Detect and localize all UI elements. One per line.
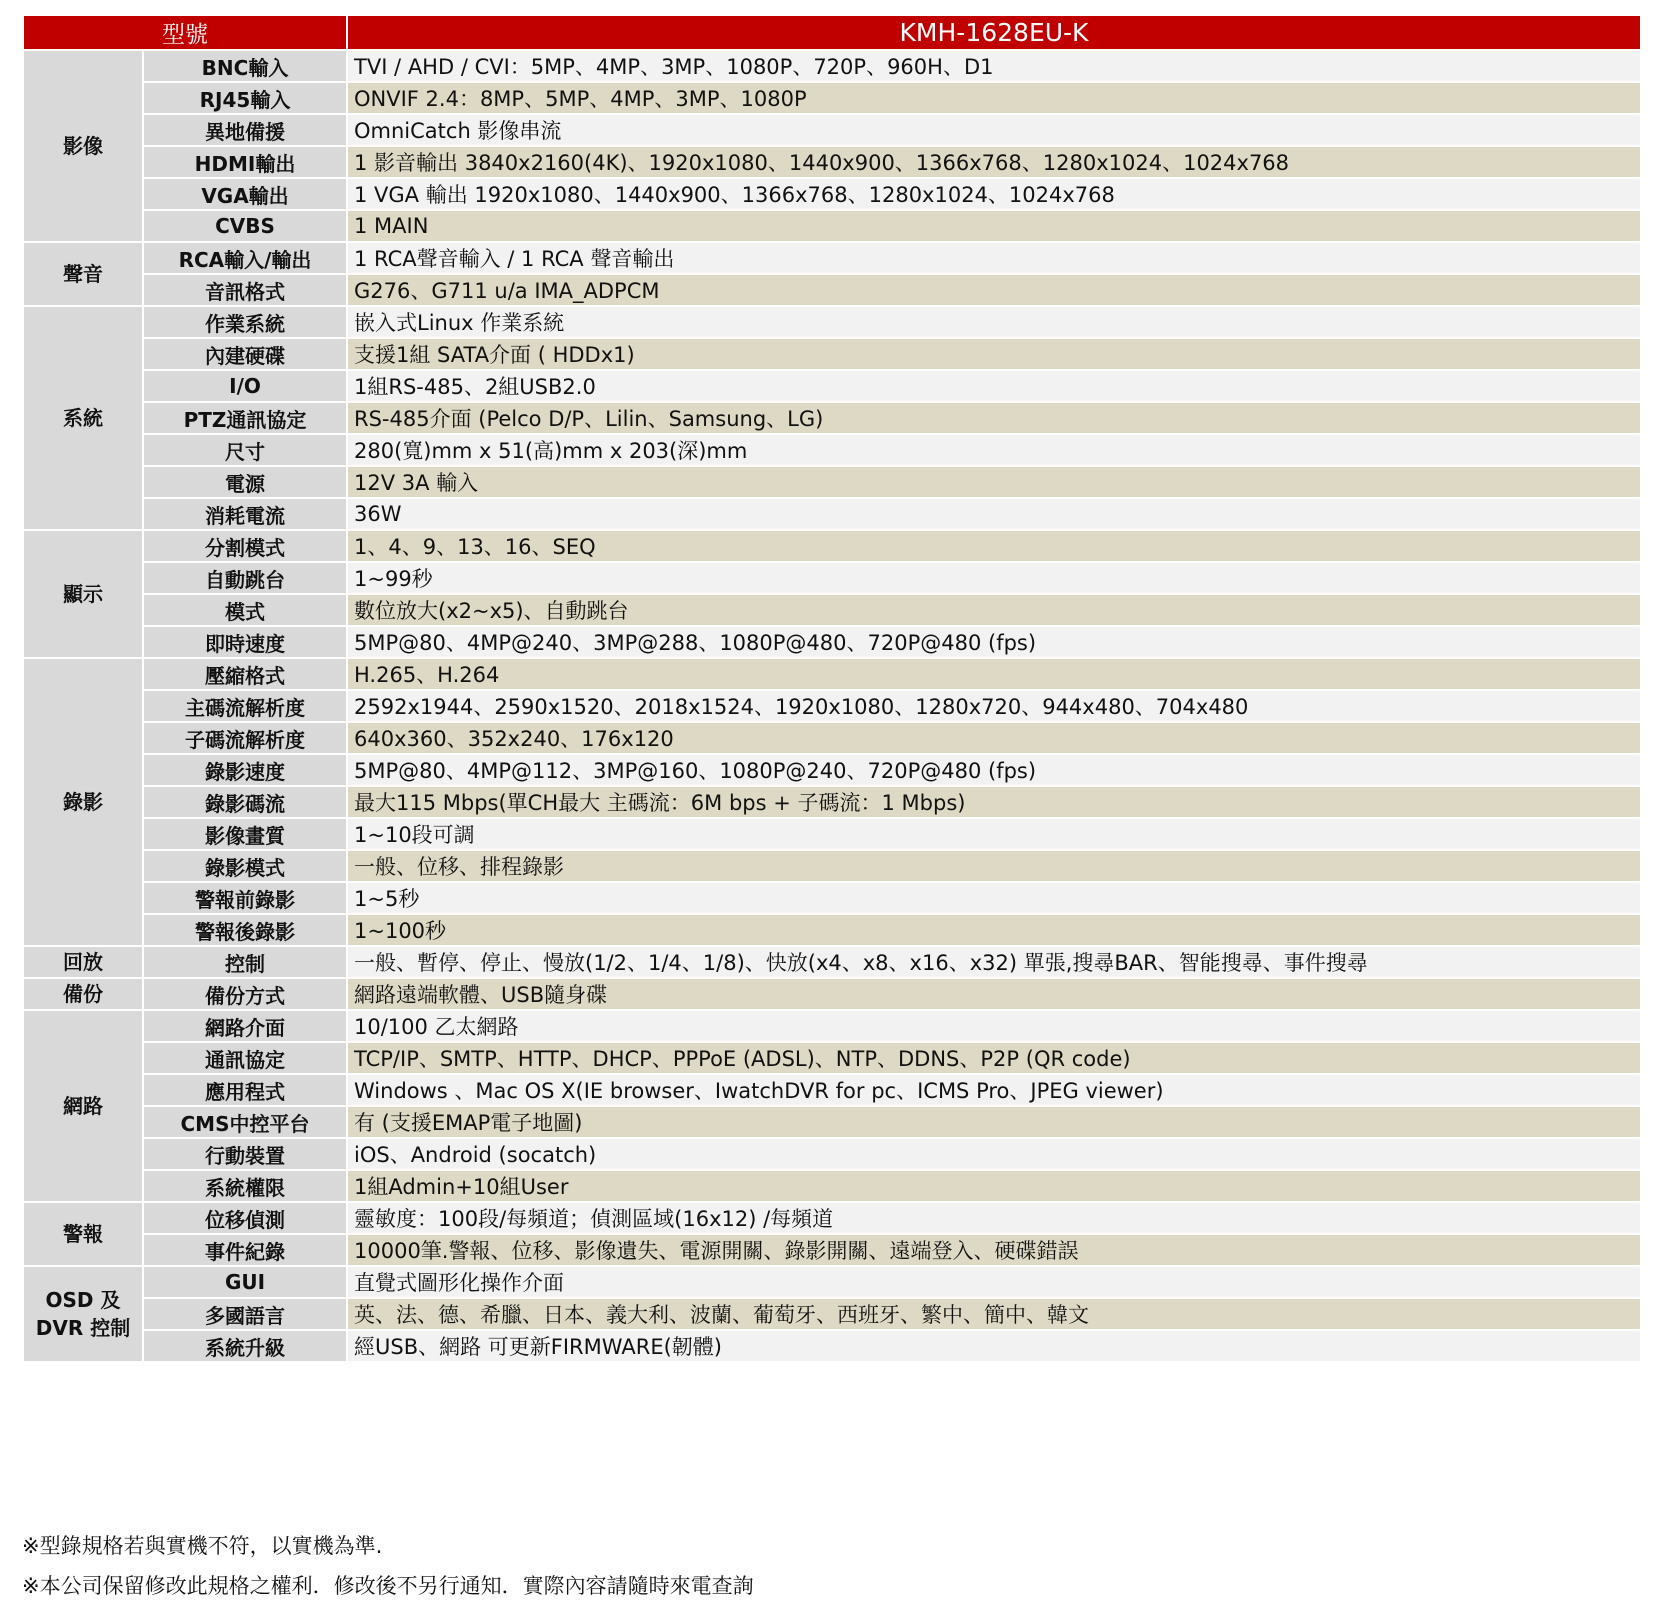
spec-label: 分割模式 — [143, 530, 347, 562]
spec-value: 1 影音輸出 3840x2160(4K)、1920x1080、1440x900、1366x768、1280x1024、1024x768 — [347, 146, 1641, 178]
spec-value: 經USB、網路 可更新FIRMWARE(韌體) — [347, 1330, 1641, 1362]
spec-label: 影像畫質 — [143, 818, 347, 850]
spec-row — [23, 690, 1641, 722]
category-cell: 警報 — [23, 1202, 143, 1266]
spec-value: 1 VGA 輸出 1920x1080、1440x900、1366x768、1280x1024、1024x768 — [347, 178, 1641, 210]
spec-row — [23, 306, 1641, 338]
spec-label: 系統權限 — [143, 1170, 347, 1202]
spec-label: RCA輸入/輸出 — [143, 242, 347, 274]
spec-label: I/O — [143, 370, 347, 402]
spec-value: 10/100 乙太網路 — [347, 1010, 1641, 1042]
spec-row — [23, 1298, 1641, 1330]
spec-value: 5MP@80、4MP@240、3MP@288、1080P@480、720P@480 (fps) — [347, 626, 1641, 658]
spec-value: 網路遠端軟體、USB隨身碟 — [347, 978, 1641, 1010]
category-cell: 影像 — [23, 50, 143, 242]
spec-label: 模式 — [143, 594, 347, 626]
spec-row — [23, 434, 1641, 466]
footnote: ※型錄規格若與實機不符，以實機為準. — [22, 1534, 383, 1558]
spec-value: 一般、暫停、停止、慢放(1/2、1/4、1/8)、快放(x4、x8、x16、x32) 單張,搜尋BAR、智能搜尋、事件搜尋 — [347, 946, 1641, 978]
spec-row — [23, 370, 1641, 402]
spec-value: 1、4、9、13、16、SEQ — [347, 530, 1641, 562]
spec-value: 1 MAIN — [347, 210, 1641, 242]
spec-label: 事件紀錄 — [143, 1234, 347, 1266]
model-value: KMH-1628EU-K — [347, 15, 1641, 50]
spec-label: 錄影速度 — [143, 754, 347, 786]
spec-row — [23, 914, 1641, 946]
spec-row — [23, 242, 1641, 274]
spec-row — [23, 786, 1641, 818]
spec-label: 通訊協定 — [143, 1042, 347, 1074]
spec-row — [23, 466, 1641, 498]
spec-row — [23, 594, 1641, 626]
spec-row — [23, 658, 1641, 690]
spec-row — [23, 1266, 1641, 1298]
category-cell: 顯示 — [23, 530, 143, 658]
spec-value: 10000筆.警報、位移、影像遺失、電源開關、錄影開關、遠端登入、硬碟錯誤 — [347, 1234, 1641, 1266]
spec-value: 1~100秒 — [347, 914, 1641, 946]
category-cell: 錄影 — [23, 658, 143, 946]
spec-label: 警報後錄影 — [143, 914, 347, 946]
category-cell: 備份 — [23, 978, 143, 1010]
spec-label: CVBS — [143, 210, 347, 242]
spec-table — [22, 14, 1642, 1363]
spec-row — [23, 818, 1641, 850]
spec-row — [23, 274, 1641, 306]
spec-value: 直覺式圖形化操作介面 — [347, 1266, 1641, 1298]
spec-value: TVI / AHD / CVI：5MP、4MP、3MP、1080P、720P、960H、D1 — [347, 50, 1641, 82]
spec-label: 位移偵測 — [143, 1202, 347, 1234]
spec-value: TCP/IP、SMTP、HTTP、DHCP、PPPoE (ADSL)、NTP、DDNS、P2P (QR code) — [347, 1042, 1641, 1074]
spec-label: VGA輸出 — [143, 178, 347, 210]
spec-label: 作業系統 — [143, 306, 347, 338]
spec-row — [23, 1010, 1641, 1042]
spec-label: 自動跳台 — [143, 562, 347, 594]
spec-label: 錄影碼流 — [143, 786, 347, 818]
category-cell: OSD 及 DVR 控制 — [23, 1266, 143, 1362]
spec-row — [23, 882, 1641, 914]
spec-value: 有 (支援EMAP電子地圖) — [347, 1106, 1641, 1138]
spec-value: 嵌入式Linux 作業系統 — [347, 306, 1641, 338]
spec-value: 12V 3A 輸入 — [347, 466, 1641, 498]
spec-row — [23, 146, 1641, 178]
spec-label: PTZ通訊協定 — [143, 402, 347, 434]
category-cell: 系統 — [23, 306, 143, 530]
spec-row — [23, 1074, 1641, 1106]
spec-row — [23, 754, 1641, 786]
spec-value: 1~10段可調 — [347, 818, 1641, 850]
spec-value: 靈敏度：100段/每頻道；偵測區域(16x12) /每頻道 — [347, 1202, 1641, 1234]
spec-value: 1~99秒 — [347, 562, 1641, 594]
spec-label: 主碼流解析度 — [143, 690, 347, 722]
spec-label: RJ45輸入 — [143, 82, 347, 114]
spec-value: 280(寬)mm x 51(高)mm x 203(深)mm — [347, 434, 1641, 466]
spec-label: 錄影模式 — [143, 850, 347, 882]
spec-label: BNC輸入 — [143, 50, 347, 82]
spec-value: ONVIF 2.4：8MP、5MP、4MP、3MP、1080P — [347, 82, 1641, 114]
spec-row — [23, 1138, 1641, 1170]
spec-row — [23, 946, 1641, 978]
spec-value: 一般、位移、排程錄影 — [347, 850, 1641, 882]
spec-row — [23, 1042, 1641, 1074]
spec-row — [23, 978, 1641, 1010]
spec-row — [23, 338, 1641, 370]
spec-value: iOS、Android (socatch) — [347, 1138, 1641, 1170]
spec-label: 應用程式 — [143, 1074, 347, 1106]
category-cell: 聲音 — [23, 242, 143, 306]
spec-value: Windows 、Mac OS X(IE browser、IwatchDVR for pc、ICMS Pro、JPEG viewer) — [347, 1074, 1641, 1106]
spec-row — [23, 626, 1641, 658]
spec-row — [23, 1234, 1641, 1266]
spec-label: 行動裝置 — [143, 1138, 347, 1170]
spec-label: 異地備援 — [143, 114, 347, 146]
spec-label: HDMI輸出 — [143, 146, 347, 178]
spec-label: 備份方式 — [143, 978, 347, 1010]
spec-row — [23, 1202, 1641, 1234]
spec-value: 1組Admin+10組User — [347, 1170, 1641, 1202]
spec-row — [23, 50, 1641, 82]
spec-label: 音訊格式 — [143, 274, 347, 306]
category-cell: 網路 — [23, 1010, 143, 1202]
footnotes — [22, 1526, 754, 1606]
spec-row — [23, 498, 1641, 530]
spec-value: RS-485介面 (Pelco D/P、Lilin、Samsung、LG) — [347, 402, 1641, 434]
spec-row — [23, 850, 1641, 882]
spec-value: 支援1組 SATA介面 ( HDDx1) — [347, 338, 1641, 370]
spec-value: 36W — [347, 498, 1641, 530]
spec-value: 5MP@80、4MP@112、3MP@160、1080P@240、720P@480 (fps) — [347, 754, 1641, 786]
spec-value: 數位放大(x2~x5)、自動跳台 — [347, 594, 1641, 626]
spec-label: GUI — [143, 1266, 347, 1298]
spec-row — [23, 1330, 1641, 1362]
spec-value: 1~5秒 — [347, 882, 1641, 914]
spec-value: 1 RCA聲音輸入 / 1 RCA 聲音輸出 — [347, 242, 1641, 274]
spec-value: 640x360、352x240、176x120 — [347, 722, 1641, 754]
spec-row — [23, 178, 1641, 210]
spec-row — [23, 210, 1641, 242]
spec-label: 系統升級 — [143, 1330, 347, 1362]
spec-value: 2592x1944、2590x1520、2018x1524、1920x1080、1280x720、944x480、704x480 — [347, 690, 1641, 722]
spec-label: 即時速度 — [143, 626, 347, 658]
spec-row — [23, 1170, 1641, 1202]
spec-label: 消耗電流 — [143, 498, 347, 530]
spec-row — [23, 562, 1641, 594]
spec-value: 最大115 Mbps(單CH最大 主碼流：6M bps + 子碼流：1 Mbps) — [347, 786, 1641, 818]
model-label: 型號 — [23, 15, 347, 50]
spec-row — [23, 722, 1641, 754]
spec-row — [23, 1106, 1641, 1138]
spec-row — [23, 114, 1641, 146]
spec-label: 內建硬碟 — [143, 338, 347, 370]
spec-value: H.265、H.264 — [347, 658, 1641, 690]
spec-value: G276、G711 u/a IMA_ADPCM — [347, 274, 1641, 306]
spec-value: 1組RS-485、2組USB2.0 — [347, 370, 1641, 402]
footnote: ※本公司保留修改此規格之權利．修改後不另行通知．實際內容請隨時來電查詢 — [22, 1574, 754, 1598]
spec-label: 網路介面 — [143, 1010, 347, 1042]
spec-label: CMS中控平台 — [143, 1106, 347, 1138]
spec-row — [23, 82, 1641, 114]
spec-label: 子碼流解析度 — [143, 722, 347, 754]
category-cell: 回放 — [23, 946, 143, 978]
spec-label: 尺寸 — [143, 434, 347, 466]
spec-value: 英、法、德、希臘、日本、義大利、波蘭、葡萄牙、西班牙、繁中、簡中、韓文 — [347, 1298, 1641, 1330]
spec-label: 壓縮格式 — [143, 658, 347, 690]
spec-label: 多國語言 — [143, 1298, 347, 1330]
spec-row — [23, 402, 1641, 434]
spec-row — [23, 530, 1641, 562]
spec-label: 警報前錄影 — [143, 882, 347, 914]
spec-label: 控制 — [143, 946, 347, 978]
spec-value: OmniCatch 影像串流 — [347, 114, 1641, 146]
spec-label: 電源 — [143, 466, 347, 498]
header-row — [23, 15, 1641, 50]
